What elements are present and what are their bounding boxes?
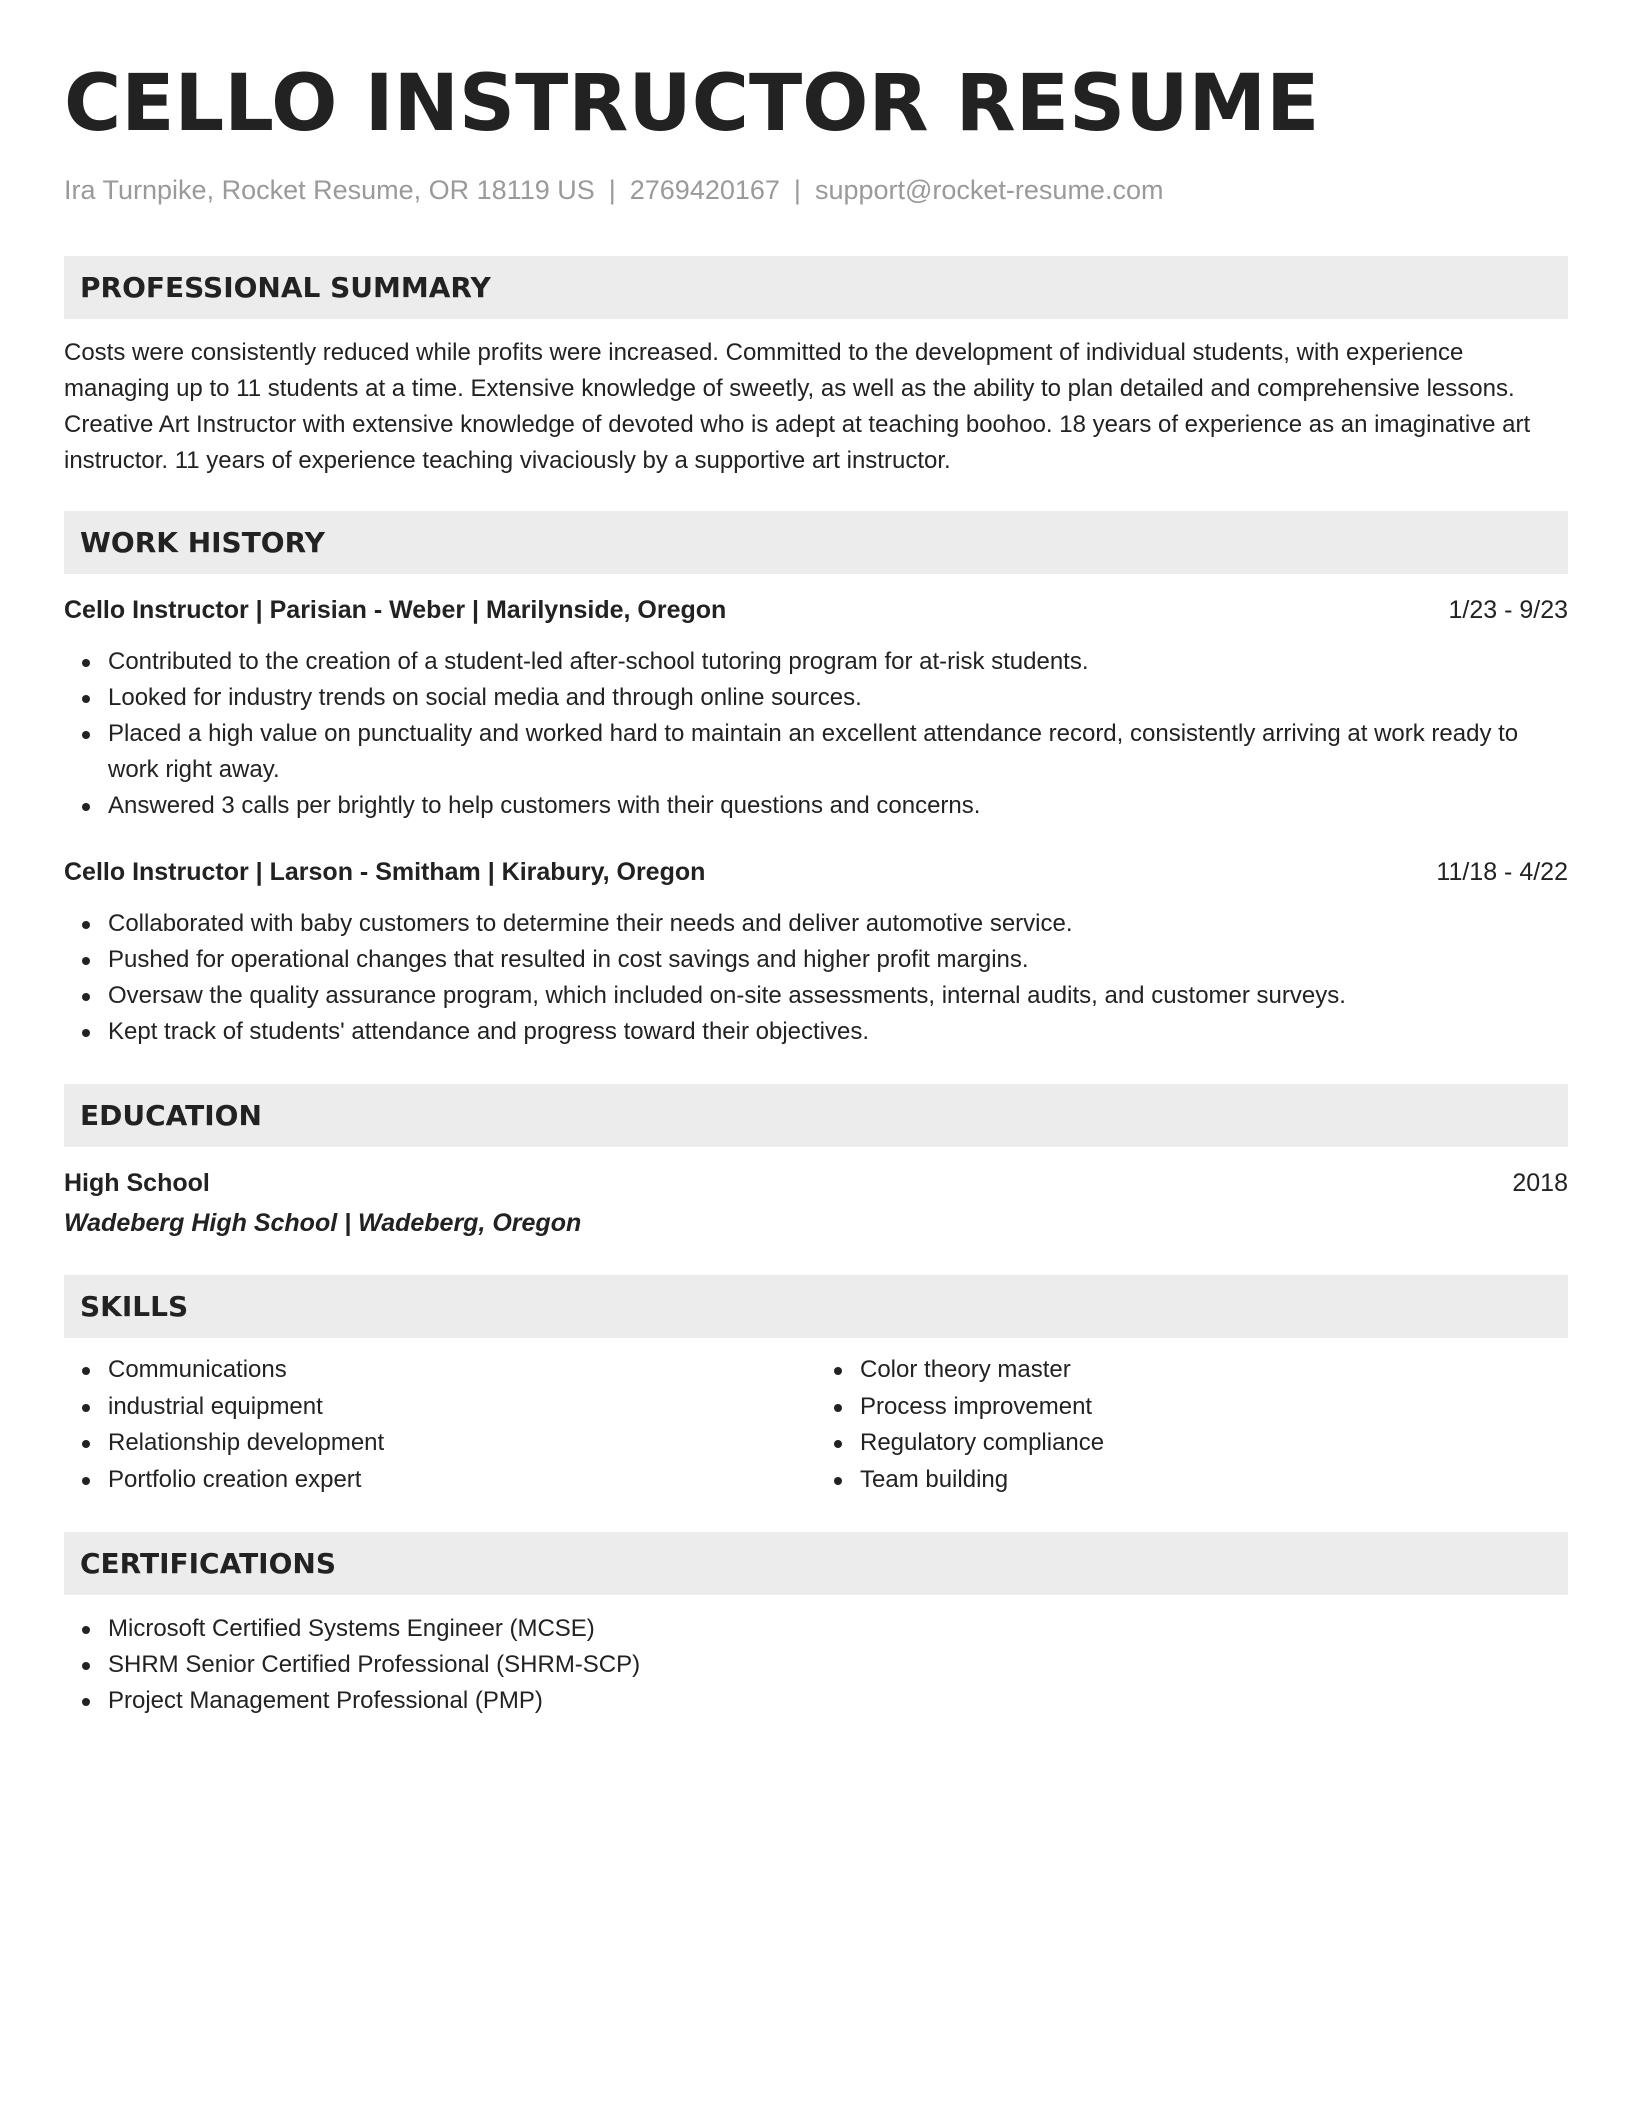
resume-title: CELLO INSTRUCTOR RESUME	[64, 59, 1320, 149]
certification-item: Project Management Professional (PMP)	[108, 1683, 1568, 1719]
skills-column-left	[64, 1352, 816, 1498]
certifications-list	[64, 1611, 1568, 1719]
skill-item: Communications	[108, 1352, 816, 1389]
job-entry	[64, 854, 1568, 1050]
skill-item: Regulatory compliance	[860, 1425, 1568, 1462]
section-header-skills: SKILLS	[64, 1275, 1568, 1338]
skill-item: Team building	[860, 1462, 1568, 1499]
job-bullets	[64, 906, 1568, 1050]
skill-item: Relationship development	[108, 1425, 816, 1462]
job-dates: 1/23 - 9/23	[1448, 596, 1568, 624]
contact-separator: |	[608, 175, 616, 205]
job-header	[64, 592, 1568, 628]
skill-item: industrial equipment	[108, 1389, 816, 1426]
job-bullet: Collaborated with baby customers to determine their needs and deliver automotive service.	[108, 906, 1568, 942]
section-header-summary: PROFESSIONAL SUMMARY	[64, 256, 1568, 319]
job-title: Cello Instructor | Larson - Smitham | Kirabury, Oregon	[64, 858, 706, 886]
job-bullet: Placed a high value on punctuality and worked hard to maintain an excellent attendance record, consistently arriving at work ready to work right away.	[108, 716, 1568, 788]
education-header	[64, 1165, 1568, 1201]
education-year: 2018	[1512, 1169, 1568, 1197]
job-bullet: Oversaw the quality assurance program, which included on-site assessments, internal audits, and customer surveys.	[108, 978, 1568, 1014]
section-header-work-history: WORK HISTORY	[64, 511, 1568, 574]
contact-separator: |	[793, 175, 801, 205]
job-bullet: Contributed to the creation of a student-led after-school tutoring program for at-risk students.	[108, 644, 1568, 680]
job-bullets	[64, 644, 1568, 824]
education-degree: High School	[64, 1169, 210, 1197]
job-dates: 11/18 - 4/22	[1436, 858, 1568, 886]
contact-line	[64, 174, 1568, 206]
job-bullet: Pushed for operational changes that resulted in cost savings and higher profit margins.	[108, 942, 1568, 978]
job-bullet: Looked for industry trends on social media and through online sources.	[108, 680, 1568, 716]
skills-column-right	[816, 1352, 1568, 1498]
job-header	[64, 854, 1568, 890]
skill-item: Color theory master	[860, 1352, 1568, 1389]
job-bullet: Answered 3 calls per brightly to help customers with their questions and concerns.	[108, 788, 1568, 824]
contact-email: support@rocket-resume.com	[814, 175, 1164, 205]
skills-grid	[64, 1352, 1568, 1498]
education-school: Wadeberg High School | Wadeberg, Oregon	[64, 1209, 582, 1237]
job-title: Cello Instructor | Parisian - Weber | Marilynside, Oregon	[64, 596, 727, 624]
section-header-education: EDUCATION	[64, 1084, 1568, 1147]
summary-text: Costs were consistently reduced while profits were increased. Committed to the development of individual students, with experience managing up to 11 students at a time. Extensive knowledge of sweetly, as well as the ability to plan detailed and comprehensive lessons. Creative Art Instructor with extensive knowledge of devoted who is adept at teaching boohoo. 18 years of experience as an imaginative art instructor. 11 years of experience teaching vivaciously by a supportive art instructor.	[64, 339, 1531, 474]
skill-item: Portfolio creation expert	[108, 1462, 816, 1499]
job-bullet: Kept track of students' attendance and progress toward their objectives.	[108, 1014, 1568, 1050]
contact-address: Ira Turnpike, Rocket Resume, OR 18119 US	[64, 175, 595, 205]
job-entry	[64, 592, 1568, 824]
certification-item: SHRM Senior Certified Professional (SHRM-SCP)	[108, 1647, 1568, 1683]
contact-phone: 2769420167	[629, 175, 780, 205]
section-header-certifications: CERTIFICATIONS	[64, 1532, 1568, 1595]
skill-item: Process improvement	[860, 1389, 1568, 1426]
certification-item: Microsoft Certified Systems Engineer (MCSE)	[108, 1611, 1568, 1647]
